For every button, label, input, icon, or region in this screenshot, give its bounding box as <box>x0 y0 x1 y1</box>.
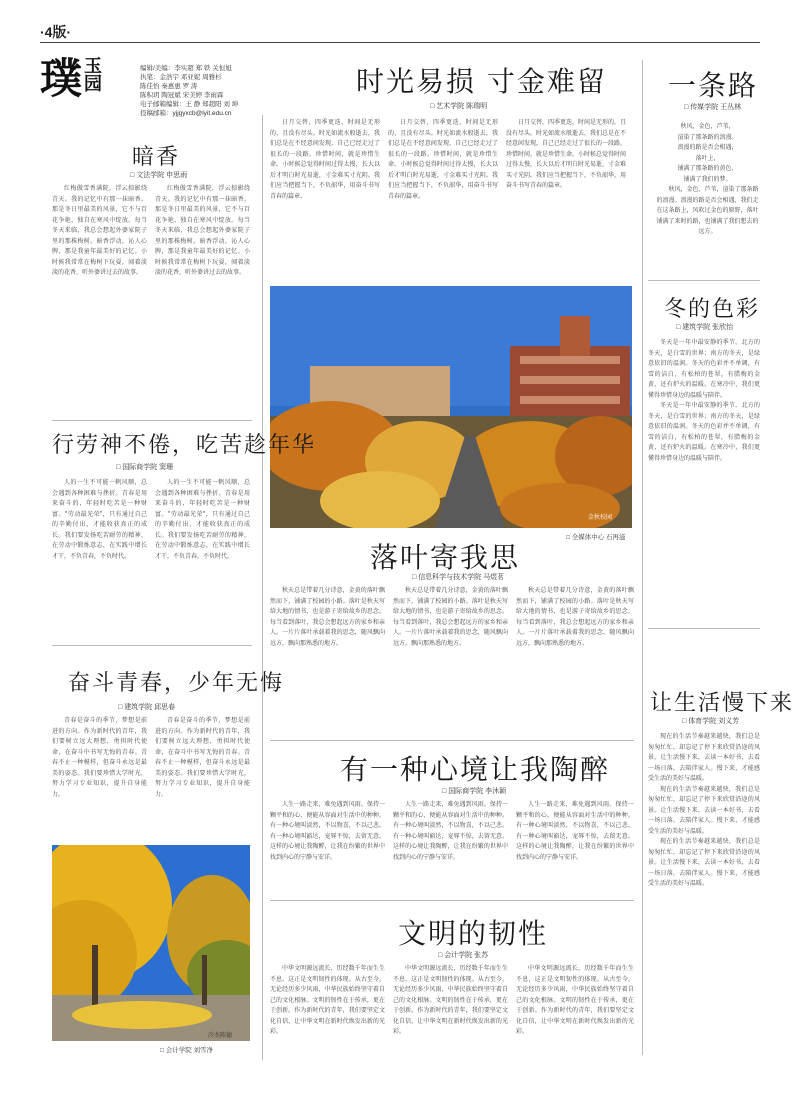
divider <box>52 420 252 421</box>
poem-line: 渲染了那条路的浪漫。 <box>677 133 738 141</box>
article-body-labor-col2 <box>155 478 250 638</box>
staff-line: 电子邮箱编辑：王 静 郑超阳 刘 坤 <box>140 101 239 108</box>
article-body-resilience-col1 <box>270 964 385 1060</box>
article-body-time-col3 <box>506 118 626 278</box>
poem-line: 浪漫的路是否会相遇， <box>677 144 738 151</box>
campus-photo-credit: □ 全媒体中心 石再滋 <box>566 532 626 541</box>
campus-illustration <box>270 286 632 528</box>
paragraph: 日月交替，四季更迭，时间是无形的，且没有尽头。时光如流水般逝去，我们总是在不经意间发现，自己已经走过了很长的一段路。珍惜时间，就是珍惜生命。小时候总觉得时间过得太慢，长大以后才明白时光易逝，寸金难买寸光阴。我们应当把握当下，不负韶华，用奋斗书写青春的篇章。 <box>506 119 626 189</box>
column-divider <box>262 115 263 1060</box>
ginkgo-photo <box>52 845 250 1041</box>
masthead-logo-big: 璞 <box>40 54 81 103</box>
ginkgo-photo-credit: □ 会计学院 刘雪净 <box>160 1045 213 1054</box>
paragraph: 人生一路走来，难免遇到风雨。保持一颗平和的心，便能从容面对生活中的种种。有一种心境叫淡然，不以物喜，不以己悲。有一种心境叫豁达，宠辱不惊，去留无意。这样的心境让我陶醉，让我在纷繁的世界中找到内心的宁静与安详。 <box>516 801 634 861</box>
paragraph: 现在的生活节奏越来越快，我们总是匆匆忙忙，却忘记了停下来欣赏沿途的风景。让生活慢下来，去读一本好书，去看一场日落，去陪伴家人。慢下来，才能感受生活的美好与温暖。 <box>648 733 760 782</box>
article-title-struggle: 奋斗青春，少年无悔 <box>68 671 285 696</box>
article-body-fallen-col3 <box>516 586 634 736</box>
staff-line: 执笔：金浩宇 邓亚妮 周雅杉 <box>140 74 222 81</box>
article-title-resilience: 文明的韧性 <box>398 917 549 950</box>
poem-line: 铺满了那条路的黄色， <box>677 165 738 172</box>
article-body-slow <box>648 732 760 1062</box>
article-author-road: □ 传媒学院 王丛林 <box>684 102 741 112</box>
paragraph: 冬天是一年中最安静的季节。北方的冬天，是白雪的世界；南方的冬天，是绿意依旧的温润。冬天的色彩并不单调，有雪的洁白，有松柏的苍翠，有腊梅的金黄，还有炉火的温暖。在寒冷中，我们更懂得珍惜身边的温暖与陪伴。 <box>648 339 760 399</box>
paragraph: 中华文明源远流长，历经数千年而生生不息，这正是文明韧性的体现。从古至今，无论经历多少风雨，中华民族始终坚守着自己的文化根脉。文明的韧性在于传承，更在于创新。作为新时代的青年，我们要坚定文化自信，让中华文明在新时代焕发出新的光彩。 <box>393 965 508 1035</box>
paragraph: 人生一路走来，难免遇到风雨。保持一颗平和的心，便能从容面对生活中的种种。有一种心境叫淡然，不以物喜，不以己悲。有一种心境叫豁达，宠辱不惊，去留无意。这样的心境让我陶醉，让我在纷繁的世界中找到内心的宁静与安详。 <box>393 801 508 861</box>
article-body-labor-col1 <box>52 478 147 638</box>
poem-line: 落叶上， <box>695 154 720 162</box>
article-author-labor: □ 国际商学院 窦珊 <box>116 462 173 472</box>
article-body-struggle-col1 <box>52 716 147 836</box>
masthead-logo-small: 玉园 <box>84 56 102 95</box>
article-body-fallen-col2 <box>393 586 508 736</box>
campus-photo <box>270 286 632 528</box>
paragraph: 青春是奋斗的季节，梦想是前进的方向。作为新时代的青年，我们要树立远大理想，勇担时代使命，在奋斗中书写无悔的青春。青春不止一种模样，但奋斗永远是最美的姿态。我们要珍惜大学时光，努力学习专业知识，提升自身能力。 <box>52 717 147 798</box>
paragraph: 中华文明源远流长，历经数千年而生生不息，这正是文明韧性的体现。从古至今，无论经历多少风雨，中华民族始终坚守着自己的文化根脉。文明的韧性在于传承，更在于创新。作为新时代的青年，我们要坚定文化自信，让中华文明在新时代焕发出新的光彩。 <box>516 965 634 1035</box>
article-title-road: 一条路 <box>668 69 759 102</box>
ginkgo-photo-caption: 冷杰陈德 <box>208 1033 233 1039</box>
article-body-road <box>655 122 760 282</box>
article-title-fallen: 落叶寄我思 <box>370 541 521 574</box>
article-body-mind-col1 <box>270 800 385 900</box>
staff-line: 陈佳怡 秦惠惠 罗 涛 <box>140 83 198 90</box>
paragraph: 人的一生不可能一帆风顺，总会遇到各种困难与挫折。青春是用来奋斗的，年轻时吃苦是一种财富。"劳动最光荣"，只有通过自己的辛勤付出，才能收获真正的成长。我们要发扬吃苦耐劳的精神，在劳动中锻炼意志，在实践中增长才干，不负青春，不负时代。 <box>52 479 147 560</box>
ginkgo-illustration <box>52 845 250 1041</box>
divider <box>270 900 634 901</box>
paragraph: 秋天总是带着几分诗意，金黄的落叶飘然而下，铺满了校园的小路。落叶是秋天写给大地的情书，也是游子寄给故乡的思念。每当看到落叶，我总会想起远方的家乡和亲人。一片片落叶承载着我的思念，随风飘向远方，飘向那熟悉的地方。 <box>270 587 385 647</box>
paragraph: 红梅傲雪香满院，浮云掠影绕青天。我的记忆中有那一抹暗香。那是冬日里最美的风景，它不与百花争艳，独自在寒风中绽放。每当冬天来临，我总会想起外婆家院子里的那株梅树。暗香浮动，沁人心脾，那是我童年最美好的记忆。小时候我常常在梅树下玩耍，闻着淡淡的花香，听外婆讲过去的故事。 <box>52 185 147 276</box>
paragraph: 青春是奋斗的季节，梦想是前进的方向。作为新时代的青年，我们要树立远大理想，勇担时代使命，在奋斗中书写无悔的青春。青春不止一种模样，但奋斗永远是最美的姿态。我们要珍惜大学时光，努力学习专业知识，提升自身能力。 <box>155 717 250 798</box>
staff-line: 投稿邮箱：yjjgyxcb@lyit.edu.cn <box>140 110 232 117</box>
divider <box>648 280 760 281</box>
paragraph: 秋天总是带着几分诗意，金黄的落叶飘然而下，铺满了校园的小路。落叶是秋天写给大地的情书，也是游子寄给故乡的思念。每当看到落叶，我总会想起远方的家乡和亲人。一片片落叶承载着我的思念，随风飘向远方，飘向那熟悉的地方。 <box>393 587 508 647</box>
article-body-winter <box>648 338 760 618</box>
column-divider <box>642 60 643 1055</box>
article-body-anxiang-col2 <box>155 184 250 404</box>
article-author-anxiang: □ 文法学院 申思雨 <box>130 170 187 180</box>
paragraph: 日月交替，四季更迭，时间是无形的，且没有尽头。时光如流水般逝去，我们总是在不经意间发现，自己已经走过了很长的一段路。珍惜时间，就是珍惜生命。小时候总觉得时间过得太慢，长大以后才明白时光易逝，寸金难买寸光阴。我们应当把握当下，不负韶华，用奋斗书写青春的篇章。 <box>270 119 380 200</box>
article-title-anxiang: 暗香 <box>132 145 181 170</box>
article-title-time: 时光易损 寸金难留 <box>356 65 607 98</box>
paragraph: 冬天是一年中最安静的季节。北方的冬天，是白雪的世界；南方的冬天，是绿意依旧的温润。冬天的色彩并不单调，有雪的洁白，有松柏的苍翠，有腊梅的金黄，还有炉火的温暖。在寒冷中，我们更懂得珍惜身边的温暖与陪伴。 <box>648 402 760 462</box>
staff-line: 编辑/美编：李实超 郑 铁 关恒旭 <box>140 65 232 72</box>
article-body-resilience-col3 <box>516 964 634 1060</box>
article-author-winter: □ 建筑学院 张欣怡 <box>676 322 733 332</box>
campus-photo-caption: 金秋校园 <box>588 515 613 521</box>
paragraph: 现在的生活节奏越来越快，我们总是匆匆忙忙，却忘记了停下来欣赏沿途的风景。让生活慢下来，去读一本好书，去看一场日落，去陪伴家人。慢下来，才能感受生活的美好与温暖。 <box>648 838 760 887</box>
paragraph: 秋天总是带着几分诗意，金黄的落叶飘然而下，铺满了校园的小路。落叶是秋天写给大地的情书，也是游子寄给故乡的思念。每当看到落叶，我总会想起远方的家乡和亲人。一片片落叶承载着我的思念，随风飘向远方，飘向那熟悉的地方。 <box>516 587 634 647</box>
article-author-resilience: □ 会计学院 张苏 <box>438 950 488 960</box>
poem-line: 秋风，金色，芦苇， <box>680 123 735 130</box>
paragraph: 日月交替，四季更迭，时间是无形的，且没有尽头。时光如流水般逝去，我们总是在不经意间发现，自己已经走过了很长的一段路。珍惜时间，就是珍惜生命。小时候总觉得时间过得太慢，长大以后才明白时光易逝，寸金难买寸光阴。我们应当把握当下，不负韶华，用奋斗书写青春的篇章。 <box>388 119 498 200</box>
divider <box>648 628 760 629</box>
paragraph: 秋风，金色，芦苇，渲染了那条路的浪漫。浪漫的路是否会相遇，我们走在这条路上，风吹过金色的原野，落叶铺满了来时的路，也铺满了我们想去的远方。 <box>656 186 759 235</box>
article-author-time: □ 艺术学院 陈瑞明 <box>430 101 487 111</box>
article-body-resilience-col2 <box>393 964 508 1060</box>
article-author-fallen: □ 信息科学与技术学院 马煜茗 <box>412 572 504 582</box>
article-body-mind-col3 <box>516 800 634 900</box>
article-title-slow: 让生活慢下来 <box>650 691 795 716</box>
article-body-anxiang-col1 <box>52 184 147 404</box>
staff-line: 陈积玥 陶冠斌 宋美婷 李雨霖 <box>140 92 224 99</box>
paragraph: 人生一路走来，难免遇到风雨。保持一颗平和的心，便能从容面对生活中的种种。有一种心境叫淡然，不以物喜，不以己悲。有一种心境叫豁达，宠辱不惊，去留无意。这样的心境让我陶醉，让我在纷繁的世界中找到内心的宁静与安详。 <box>270 801 385 861</box>
article-title-mind: 有一种心境让我陶醉 <box>340 753 611 786</box>
page-number: ·4版· <box>40 24 72 40</box>
paragraph: 现在的生活节奏越来越快，我们总是匆匆忙忙，却忘记了停下来欣赏沿途的风景。让生活慢下来，去读一本好书，去看一场日落，去陪伴家人。慢下来，才能感受生活的美好与温暖。 <box>648 785 760 835</box>
article-author-slow: □ 体育学院 刘义芳 <box>682 716 739 726</box>
top-rule <box>40 42 760 43</box>
article-body-fallen-col1 <box>270 586 385 736</box>
article-author-struggle: □ 建筑学院 邱思春 <box>118 702 175 712</box>
article-body-time-col1 <box>270 118 380 278</box>
article-body-time-col2 <box>388 118 498 278</box>
article-author-mind: □ 国际商学院 李沐颖 <box>442 786 506 796</box>
article-body-mind-col2 <box>393 800 508 900</box>
divider <box>270 740 634 741</box>
paragraph: 红梅傲雪香满院，浮云掠影绕青天。我的记忆中有那一抹暗香。那是冬日里最美的风景，它不与百花争艳，独自在寒风中绽放。每当冬天来临，我总会想起外婆家院子里的那株梅树。暗香浮动，沁人心脾，那是我童年最美好的记忆。小时候我常常在梅树下玩耍，闻着淡淡的花香，听外婆讲过去的故事。 <box>155 185 250 276</box>
paragraph: 中华文明源远流长，历经数千年而生生不息，这正是文明韧性的体现。从古至今，无论经历多少风雨，中华民族始终坚守着自己的文化根脉。文明的韧性在于传承，更在于创新。作为新时代的青年，我们要坚定文化自信，让中华文明在新时代焕发出新的光彩。 <box>270 965 385 1035</box>
article-title-winter: 冬的色彩 <box>664 297 761 322</box>
paragraph: 人的一生不可能一帆风顺，总会遇到各种困难与挫折。青春是用来奋斗的，年轻时吃苦是一种财富。"劳动最光荣"，只有通过自己的辛勤付出，才能收获真正的成长。我们要发扬吃苦耐劳的精神，在劳动中锻炼意志，在实践中增长才干，不负青春，不负时代。 <box>155 479 250 560</box>
poem-line: 铺满了我们的梦。 <box>683 175 732 183</box>
article-body-struggle-col2 <box>155 716 250 836</box>
article-title-labor: 行劳神不倦，吃苦趁年华 <box>52 433 317 458</box>
divider <box>52 645 252 646</box>
masthead-staff <box>140 64 290 118</box>
